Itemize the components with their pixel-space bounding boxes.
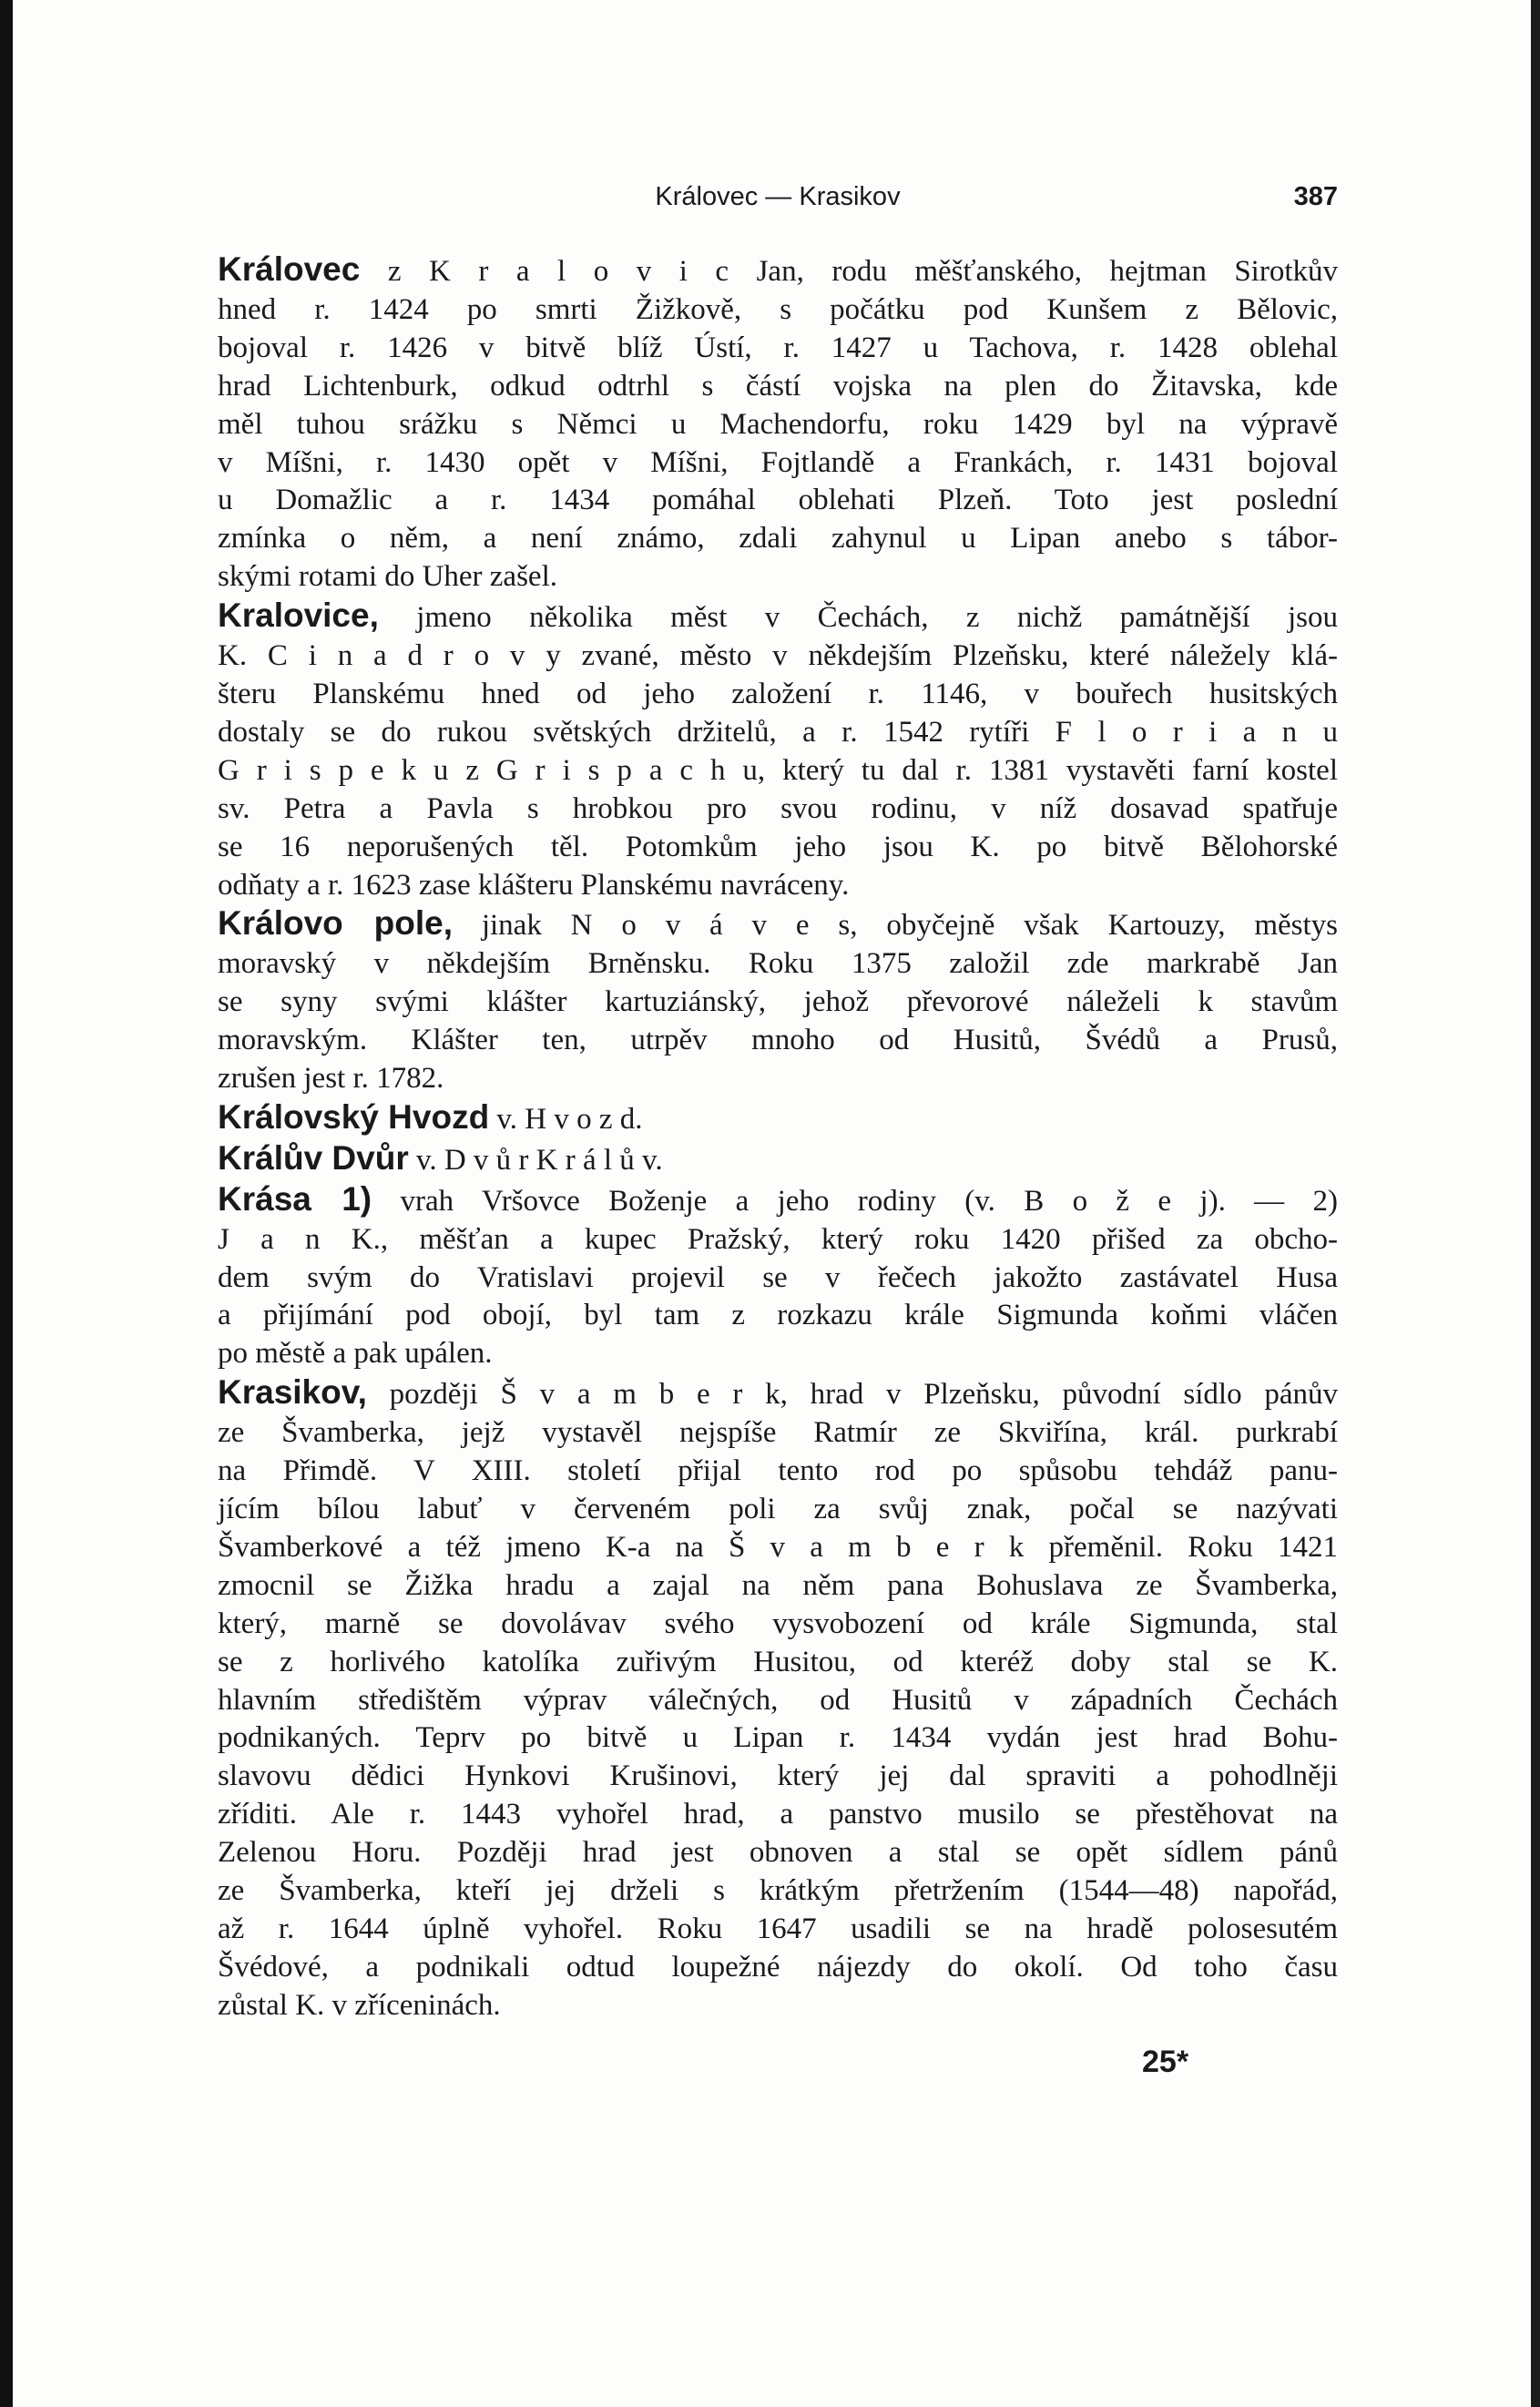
entry-line: jícím bílou labuť v červeném poli za svůj znak, počal se nazývati xyxy=(218,1493,1338,1525)
entry-line: šteru Planskému hned od jeho založení r. 1146, v bouřech husitských xyxy=(218,677,1338,710)
entry-line: dem svým do Vratislavi projevil se v řečech jakožto zastávatel Husa xyxy=(218,1260,1338,1294)
entry-line: později Š v a m b e r k, hrad v Plzeňsku, původní sídlo pánův xyxy=(389,1378,1338,1412)
entry-line: zůstal K. v zříceninách. xyxy=(218,1988,501,2022)
headword: Krása 1) xyxy=(218,1179,372,1218)
entry-line: se syny svými klášter kartuziánský, jehož převorové náleželi k stavům xyxy=(218,985,1338,1019)
entry-line: Švamberkové a též jmeno K-a na Š v a m b e r k přeměnil. Roku 1421 xyxy=(218,1530,1338,1564)
running-title: Královec — Krasikov xyxy=(655,182,901,211)
dictionary-text-body xyxy=(218,250,1338,2025)
entry-line: jmeno několika měst v Čechách, z nichž památnější jsou xyxy=(416,601,1339,635)
entry-line: měl tuhou srážku s Němci u Machendorfu, roku 1429 byl na výpravě xyxy=(218,407,1338,441)
entry-line: G r i s p e k u z G r i s p a c h u, který tu dal r. 1381 vystavěti farní kostel xyxy=(218,753,1338,787)
entry-line: v. D v ů r K r á l ů v. xyxy=(415,1143,663,1177)
entry-kralovo-pole xyxy=(218,904,1338,1098)
entry-line: zrušen jest r. 1782. xyxy=(218,1062,444,1096)
entry-line: se z horlivého katolíka zuřivým Husitou, od kteréž doby stal se K. xyxy=(218,1645,1338,1678)
entry-line: vrah Vršovce Boženje a jeho rodiny (v. B o ž e j). — 2) xyxy=(400,1184,1338,1218)
entry-line: ze Švamberka, jejž vystavěl nejspíše Ratmír ze Skviřína, král. purkrabí xyxy=(218,1416,1338,1450)
entry-line: se 16 neporušených těl. Potomkům jeho jsou K. po bitvě Bělohorské xyxy=(218,830,1338,863)
entry-kralovice xyxy=(218,597,1338,904)
entry-line: až r. 1644 úplně vyhořel. Roku 1647 usadili se na hradě polosesutém xyxy=(218,1912,1338,1945)
entry-line: zmocnil se Žižka hradu a zajal na něm pana Bohuslava ze Švamberka, xyxy=(218,1568,1338,1602)
headword: Kralovice, xyxy=(218,597,379,635)
entry-line: který, marně se dovolávav svého vysvobození od krále Sigmunda, stal xyxy=(218,1606,1338,1640)
entry-line: hlavním středištěm výprav válečných, od Husitů v západních Čechách xyxy=(218,1683,1338,1717)
entry-kralovsky-hvozd xyxy=(218,1098,1338,1139)
entry-line: moravským. Klášter ten, utrpěv mnoho od Husitů, Švédů a Prusů, xyxy=(218,1024,1338,1057)
entry-line: na Přimdě. V XIII. století přijal tento rod po spůsobu tehdáž panu- xyxy=(218,1454,1338,1488)
entry-kralovec xyxy=(218,250,1338,597)
entry-line: zříditi. Ale r. 1443 vyhořel hrad, a panstvo musilo se přestěhovat na xyxy=(218,1798,1338,1831)
page-number: 387 xyxy=(1293,182,1338,211)
entry-line: jinak N o v á v e s, obyčejně však Kartouzy, městys xyxy=(481,909,1339,943)
page-header xyxy=(218,182,1338,219)
entry-kraluv-dvur xyxy=(218,1139,1338,1180)
entry-line: Švédové, a podnikali odtud loupežné nájezdy do okolí. Od toho času xyxy=(218,1950,1338,1984)
headword: Královec xyxy=(218,250,361,288)
entry-line: odňaty a r. 1623 zase klášteru Planskému navráceny. xyxy=(218,868,850,902)
entry-line: sv. Petra a Pavla s hrobkou pro svou rodinu, v níž dosavad spatřuje xyxy=(218,791,1338,825)
headword: Krasikov, xyxy=(218,1373,367,1412)
entry-line: po městě a pak upálen. xyxy=(218,1337,493,1371)
entry-krasa xyxy=(218,1180,1338,1374)
entry-line: hned r. 1424 po smrti Žižkově, s počátku pod Kunšem z Bělovic, xyxy=(218,292,1338,326)
entry-line: K. C i n a d r o v y zvané, město v někdejším Plzeňsku, které náležely klá- xyxy=(218,639,1338,673)
entry-line: ze Švamberka, kteří jej drželi s krátkým přetržením (1544—48) napořád, xyxy=(218,1874,1338,1908)
headword: Královo pole, xyxy=(218,904,453,943)
entry-line: v Míšni, r. 1430 opět v Míšni, Fojtlandě a Frankách, r. 1431 bojoval xyxy=(218,445,1338,479)
entry-line: z K r a l o v i c Jan, rodu měšťanského, hejtman Sirotkův xyxy=(387,255,1339,288)
headword: Králův Dvůr xyxy=(218,1138,409,1177)
entry-line: u Domažlic a r. 1434 pomáhal oblehati Plzeň. Toto jest poslední xyxy=(218,484,1338,517)
headword: Královský Hvozd xyxy=(218,1097,490,1136)
entry-krasikov xyxy=(218,1373,1338,2025)
entry-line: zmínka o něm, a není známo, zdali zahynul u Lipan anebo s tábor- xyxy=(218,522,1338,556)
entry-line: Zelenou Horu. Později hrad jest obnoven a stal se opět sídlem pánů xyxy=(218,1836,1338,1870)
entry-line: J a n K., měšťan a kupec Pražský, který roku 1420 přišed za obcho- xyxy=(218,1222,1338,1256)
entry-line: moravský v někdejším Brněnsku. Roku 1375 založil zde markrabě Jan xyxy=(218,947,1338,981)
entry-line: bojoval r. 1426 v bitvě blíž Ústí, r. 1427 u Tachova, r. 1428 oblehal xyxy=(218,331,1338,364)
entry-line: a přijímání pod obojí, byl tam z rozkazu krále Sigmunda koňmi vláčen xyxy=(218,1299,1338,1332)
entry-line: slavovu dědici Hynkovi Krušinovi, který jej dal spraviti a pohodlněji xyxy=(218,1759,1338,1793)
entry-line: skými rotami do Uher zašel. xyxy=(218,560,557,594)
entry-line: hrad Lichtenburk, odkud odtrhl s částí vojska na plen do Žitavska, kde xyxy=(218,369,1338,403)
entry-line: v. H v o z d. xyxy=(496,1102,643,1136)
entry-line: dostaly se do rukou světských držitelů, a r. 1542 rytíři F l o r i a n u xyxy=(218,715,1338,749)
entry-line: podnikaných. Teprv po bitvě u Lipan r. 1434 vydán jest hrad Bohu- xyxy=(218,1721,1338,1755)
signature-mark: 25* xyxy=(1142,2045,1189,2079)
